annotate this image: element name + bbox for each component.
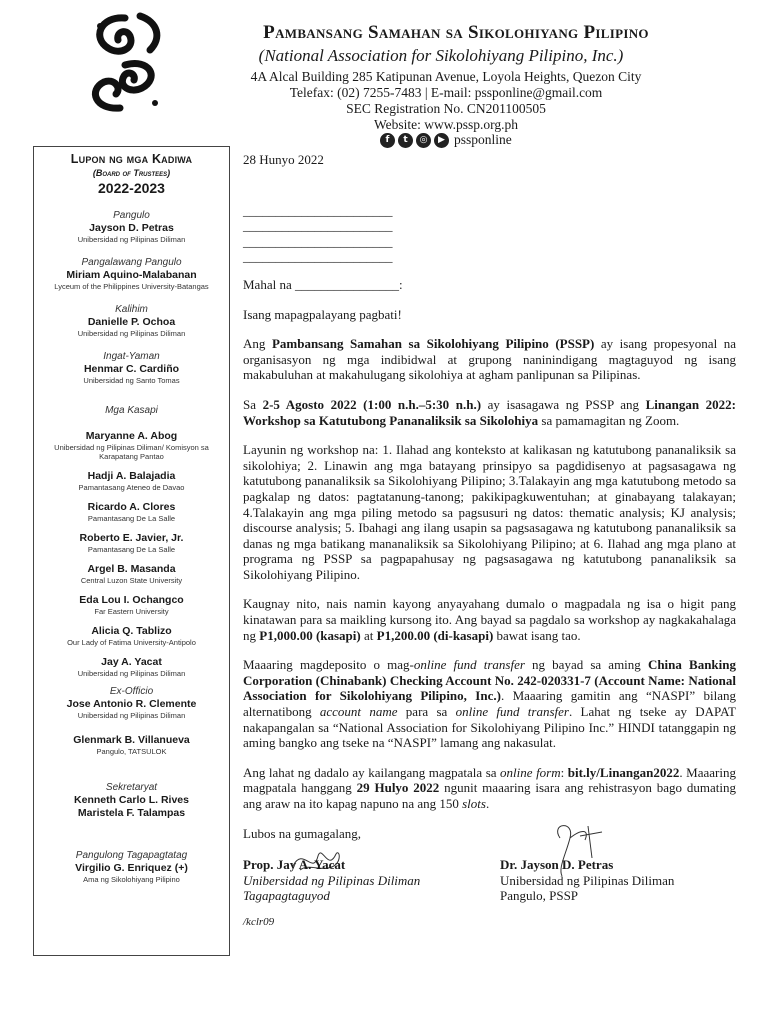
reference-code: /kclr09	[243, 916, 275, 928]
board-member: Roberto E. Javier, Jr. Pamantasang De La Salle	[79, 532, 184, 554]
board-years: 2022-2023	[98, 180, 165, 196]
sekretaryat-label: Sekretaryat	[105, 782, 158, 793]
letter-date: 28 Hunyo 2022	[243, 152, 324, 167]
letter-body	[243, 152, 736, 841]
paragraph-registration: Ang lahat ng dadalo ay kailangang magpatala sa online form: bit.ly/Linangan2022. Maaaring magpatala hanggang 29 Hulyo 2022 ngunit maaaring isara ang rehistrasyon bago dumating ang araw na ito kapag napuno na ang 150 slots.	[243, 764, 736, 811]
paragraph-about-pssp: Ang Pambansang Samahan sa Sikolohiyang Pilipino (PSSP) ay isang propesyonal na organisasyon ng mga indibidwal at grupong naninindigang magtaguyod ng isang makabuluhan at makahulugang sikolohiya at agham panlipunan sa Pilipinas.	[243, 336, 736, 383]
signatory-petras: Dr. Jayson D. Petras Unibersidad ng Pilipinas Diliman Pangulo, PSSP	[500, 857, 675, 904]
instagram-icon[interactable]: ◎	[416, 133, 431, 148]
youtube-icon[interactable]: ▶	[434, 133, 449, 148]
social-media-row	[380, 131, 512, 149]
board-member: Ex-Officio Jose Antonio R. Clemente Unibersidad ng Pilipinas Diliman	[34, 686, 229, 720]
organization-name: Pambansang Samahan sa Sikolohiyang Pilipino	[263, 22, 649, 43]
board-member: Jay A. Yacat Unibersidad ng Pilipinas Diliman	[77, 656, 186, 678]
paragraph-invitation-fee: Kaugnay nito, nais namin kayong anyayahang dumalo o magpadala ng isa o higit pang kinatawan para sa maikling kursong ito. Ang bayad sa pagdalo sa workshop ay nagkakahalaga ng P1,000.00 (kasapi) at P1,200.00 (di-kasapi) bawat isang tao.	[243, 596, 736, 643]
board-of-trustees-sidebar	[33, 146, 230, 956]
signatory-yacat: Prop. Jay A. Yacat Unibersidad ng Pilipinas Diliman Tagapagtaguyod	[243, 857, 421, 904]
social-handle: pssponline	[454, 132, 512, 147]
organization-address: 4A Alcal Building 285 Katipunan Avenue, Loyola Heights, Quezon City	[250, 69, 642, 84]
board-member: Kalihim Danielle P. Ochoa Unibersidad ng Pilipinas Diliman	[77, 304, 186, 338]
board-member: Argel B. Masanda Central Luzon State University	[80, 563, 183, 585]
founder-group: Pangulong Tagapagtatag Virgilio G. Enriquez (+) Ama ng Sikolohiyang Pilipino	[34, 850, 229, 884]
board-member: Eda Lou I. Ochangco Far Eastern University	[79, 594, 184, 616]
ex-officio-label: Ex-Officio	[109, 686, 154, 697]
salutation: Mahal na ________________:	[243, 276, 403, 292]
twitter-icon[interactable]: t	[398, 133, 413, 148]
organization-english-name: (National Association for Sikolohiyang Pilipino, Inc.)	[258, 46, 624, 65]
kasapi-label: Mga Kasapi	[105, 405, 158, 416]
sec-registration: SEC Registration No. CN201100505	[346, 101, 546, 116]
board-member: Hadji A. Balajadia Pamantasang Ateneo de Davao	[78, 470, 185, 492]
board-member: Glenmark B. Villanueva Pangulo, TATSULOK	[73, 734, 190, 756]
organization-contact: Telefax: (02) 7255-7483 | E-mail: pssponline@gmail.com	[289, 85, 603, 100]
board-title: Lupon ng mga Kadiwa	[70, 152, 193, 166]
registration-link[interactable]: bit.ly/Linangan2022	[567, 764, 680, 780]
recipient-address-block: _______________________ _______________________ _______________________ _______________________	[243, 202, 393, 265]
board-member: Maryanne A. Abog Unibersidad ng Pilipinas Diliman/ Komisyon sa Karapatang Pantao	[54, 430, 209, 461]
board-member: Pangalawang Pangulo Miriam Aquino-Malabanan Lyceum of the Philippines University-Batangas	[54, 257, 209, 291]
greeting: Isang mapagpalayang pagbati!	[243, 306, 402, 322]
board-member: Alicia Q. Tablizo Our Lady of Fatima University-Antipolo	[67, 625, 196, 647]
pssp-logo	[80, 8, 170, 123]
closing: Lubos na gumagalang,	[243, 825, 362, 841]
organization-website: Website: www.pssp.org.ph	[373, 117, 519, 132]
board-member: Pangulo Jayson D. Petras Unibersidad ng Pilipinas Diliman	[77, 210, 186, 244]
secretariat-group: Sekretaryat Kenneth Carlo L. Rives Maristela F. Talampas	[34, 782, 229, 820]
facebook-icon[interactable]: f	[380, 133, 395, 148]
paragraph-workshop-schedule: Sa 2-5 Agosto 2022 (1:00 n.h.–5:30 n.h.) ay isasagawa ng PSSP ang Linangan 2022: Workshop sa Katutubong Pananaliksik sa Sikolohiya sa pamamagitan ng Zoom.	[243, 396, 737, 428]
founder-label: Pangulong Tagapagtatag	[75, 850, 188, 861]
board-subtitle: (Board of Trustees)	[92, 168, 171, 178]
paragraph-objectives: Layunin ng workshop na: 1. Ilahad ang konteksto at kalikasan ng katutubong pananaliksik sa sikolohiya; 2. Linawin ang mga batayang prinsipyo sa pagdidisenyo at pagsasagawa ng katutubong pananaliksik sa Sikolohiyang Pilipino; 3.Talakayin ang mga katutubong metodo sa pagkalap ng datos: pagtatanung-tanong; pakikipagkuwentuhan; at ginabayang talakayan; 4.Talakayin ang mga piling metodo sa pagsusuri ng datos: thematic analysis; KJ analysis; discourse analysis; 5. Ibahagi ang ilang usapin sa pagsasagawa ng katutubong pananaliksik sa danas ng mga batikang mananaliksik sa Sikolohiyang Pilipino; at 6. Ilahad ang mga plano at programa ng PSSP sa pagpapahusay ng pagsasagawa ng katutubong pananaliksik sa Sikolohiyang Pilipino.	[243, 442, 736, 582]
board-member: Ricardo A. Clores Pamantasang De La Salle	[87, 501, 176, 523]
paragraph-payment: Maaaring magdeposito o mag-online fund transfer ng bayad sa aming China Banking Corporation (Chinabank) Checking Account No. 242-020331-7 (Account Name: National Association for Sikolohiyang Pilipino, Inc.). Maaaring gamitin ang “NASPI” bilang alternatibong account name para sa online fund transfer. Lahat ng tseke ay DAPAT nakapangalan sa “National Association for Sikolohiyang Pilipino Inc.” HINDI tatanggapin ng aming bangko ang tseke na “NASPI” lamang ang nakasulat.	[243, 657, 737, 751]
board-member: Ingat-Yaman Henmar C. Cardiño Unibersidad ng Santo Tomas	[83, 351, 180, 385]
